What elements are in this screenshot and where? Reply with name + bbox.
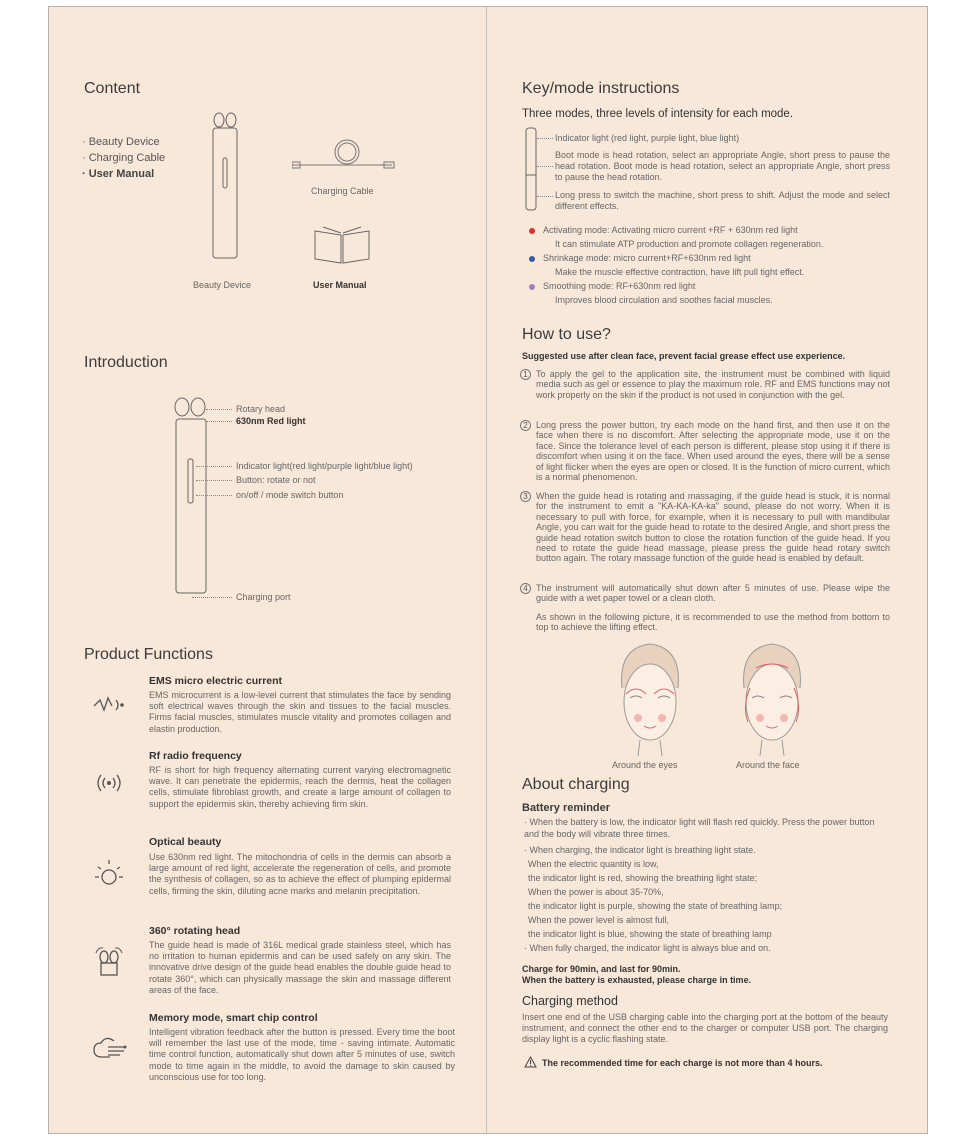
step-2: 2 Long press the power button, try each mode on the hand first, and then use it on the face when there is no discomfort. After selecting the appropriate mode, use it on the face. Since the tolerance level of each person is different, please stop using it if there is discomfort when using it on the face. When used around the eyes, there will be a sense of light flicker when the eyes are open or closed. It is the function of micro current, which is a normal phenomenon. — [520, 420, 890, 482]
battery-line: the indicator light is red, showing the breathing light state; — [528, 873, 758, 883]
picture-note: As shown in the following picture, it is recommended to use the method from bottom to top to achieve the lifting effect. — [536, 612, 890, 633]
mode-desc: Improves blood circulation and soothes facial muscles. — [555, 295, 773, 305]
wave-signal-icon — [92, 694, 128, 716]
device-label: Beauty Device — [193, 280, 252, 290]
function-title: EMS micro electric current — [149, 675, 283, 687]
mode-desc: Make the muscle effective contraction, have lift pull tight effect. — [555, 267, 805, 277]
mode-item: Activating mode: Activating micro current +RF + 630nm red light — [529, 224, 889, 237]
function-title: Optical beauty — [149, 836, 222, 848]
key-mode-subheading: Three modes, three levels of intensity for each mode. — [522, 108, 794, 120]
step-1: 1 To apply the gel to the application site, the instrument must be combined with liquid media such as gel or essence to play the maximum role. RF and EMS functions may not work properly on the skin if the product is not used in conjunction with the gel. — [520, 369, 890, 400]
face1-label: Around the eyes — [612, 760, 678, 770]
mode-list — [529, 224, 889, 308]
indicator-label: Indicator light(red light/purple light/blue light) — [236, 461, 413, 471]
user-manual-icon — [313, 225, 371, 265]
long-press-note: Long press to switch the machine, short press to shift. Adjust the mode and select different effects. — [555, 190, 890, 212]
mode-item: Smoothing mode: RF+630nm red light — [529, 280, 889, 293]
button-label: Button: rotate or not — [236, 475, 316, 485]
charging-heading: About charging — [522, 776, 630, 793]
functions-heading: Product Functions — [84, 646, 213, 663]
function-text: EMS microcurrent is a low-level current that stimulates the face by sending soft electrical waves through the skin and tissues to the facial muscles. Firms facial muscles, stimulates muscle vitality and promotes collagen and elastin production. — [149, 690, 451, 734]
switch-label: on/off / mode switch button — [236, 490, 344, 500]
battery-line: When the power level is almost full, — [528, 915, 670, 925]
battery-heading: Battery reminder — [522, 802, 611, 814]
function-text: RF is short for high frequency alternating current varying electromagnetic wave. It can penetrate the epidermis, reach the dermis, heat the collagen cells, stimulate fibroblast growth, and create a large amount of collagen to support the epidermis skin, thereby achieving firm skin. — [149, 765, 451, 809]
blue-dot-icon — [529, 256, 535, 262]
battery-line: When the electric quantity is low, — [528, 859, 659, 869]
radio-frequency-icon — [94, 772, 124, 794]
charging-method-text: Insert one end of the USB charging cable into the charging port at the bottom of the beauty instrument, and connect the other end to the charger or computer USB port. The charging display light is a cyclic flashing state. — [522, 1012, 888, 1045]
warning-icon — [524, 1056, 537, 1068]
introduction-heading: Introduction — [84, 354, 168, 371]
manual-label: User Manual — [313, 280, 367, 290]
battery-reminder-list — [524, 817, 890, 955]
charging-port-label: Charging port — [236, 592, 291, 602]
purple-dot-icon — [529, 284, 535, 290]
content-list — [82, 134, 165, 182]
content-item: · Beauty Device — [82, 136, 160, 148]
warning-text: The recommended time for each charge is not more than 4 hours. — [542, 1058, 823, 1068]
key-mode-heading: Key/mode instructions — [522, 80, 680, 97]
battery-line: · When fully charged, the indicator light is always blue and on. — [524, 943, 771, 953]
charge-duration-note: Charge for 90min, and last for 90min. When the battery is exhausted, please charge in time. — [522, 964, 752, 985]
function-title: Memory mode, smart chip control — [149, 1012, 318, 1024]
content-item: · Charging Cable — [82, 152, 166, 164]
light-bulb-icon — [94, 858, 124, 890]
how-to-heading: How to use? — [522, 326, 611, 343]
battery-line: When the power is about 35-70%, — [528, 887, 664, 897]
function-text: Intelligent vibration feedback after the button is pressed. Every time the boot will remember the last use of the mode, time - saving intimate. Automatic time control function, automatically shut down after 5 minutes of use, switch mode to time again in the middle, to avoid the damage to skin caused by unconscious use for too long. — [149, 1027, 455, 1082]
charging-method-heading: Charging method — [522, 994, 618, 1008]
red-light-label: 630nm Red light — [236, 416, 306, 426]
how-to-subheading: Suggested use after clean face, prevent facial grease effect use experience. — [522, 351, 846, 361]
charging-cable-illustration — [292, 138, 402, 174]
beauty-device-illustration — [205, 110, 245, 260]
function-text: The guide head is made of 316L medical grade stainless steel, which has no irritation to human epidermis and can be used safely on any skin. The innovative drive design of the guide head enables the double guide head to rotate 360°, which can physically massage the skin and massage different areas of the face. — [149, 940, 451, 995]
function-title: Rf radio frequency — [149, 750, 242, 762]
cable-label: Charging Cable — [311, 186, 374, 196]
smart-chip-icon — [92, 1035, 128, 1063]
indicator-light-note: Indicator light (red light, purple light, blue light) — [555, 133, 740, 143]
page-fold-line — [486, 6, 487, 1134]
battery-line: the indicator light is purple, showing the state of breathing lamp; — [528, 901, 783, 911]
face2-label: Around the face — [736, 760, 800, 770]
content-item: · User Manual — [82, 168, 155, 180]
face-eyes-illustration — [612, 638, 688, 758]
device-side-illustration — [524, 127, 538, 211]
function-title: 360° rotating head — [149, 925, 241, 937]
rotating-head-icon — [94, 945, 124, 977]
rotary-head-label: Rotary head — [236, 404, 286, 414]
function-text: Use 630nm red light. The mitochondria of cells in the dermis can absorb a large amount of red light, accelerate the regeneration of cells, and promote the synthesis of collagen, so as to achieve the effect of plumping epidermal cells, firming the skin, diluting acne marks and melanin precipitation. — [149, 852, 451, 896]
step-3: 3 When the guide head is rotating and massaging, if the guide head is stuck, it is normal for the instrument to emit a "KA-KA-KA-ka" sound, please do not worry. When it is necessary to pull with force, for example, when it is necessary to pull with mandibular Angle, you can wait for the guide head to rotate to the desired Angle, and short press the guide head rotation switch button to close the rotation function of the guide head. If you need to rotate the guide head massage, please press the guide head rotary switch button again. The rotary massage function of the guide head is enabled by default. — [520, 491, 890, 564]
content-heading: Content — [84, 80, 141, 97]
boot-mode-note: Boot mode is head rotation, select an appropriate Angle, short press to pause the head rotation. Boot mode is head rotation, select an appropriate Angle, short press to pause the head rotation. — [555, 150, 890, 183]
battery-line: · When the battery is low, the indicator light will flash red quickly. Press the power button and the body will vibrate three times. — [524, 817, 875, 839]
mode-desc: It can stimulate ATP production and promote collagen regeneration. — [555, 239, 824, 249]
mode-item: Shrinkage mode: micro current+RF+630nm red light — [529, 252, 889, 265]
battery-line: · When charging, the indicator light is breathing light state. — [524, 845, 756, 855]
face-contour-illustration — [734, 638, 810, 758]
battery-line: the indicator light is blue, showing the state of breathing lamp — [528, 929, 772, 939]
red-dot-icon — [529, 228, 535, 234]
step-4: 4 The instrument will automatically shut down after 5 minutes of use. Please wipe the guide with a wet paper towel or a clean cloth. — [520, 583, 890, 604]
